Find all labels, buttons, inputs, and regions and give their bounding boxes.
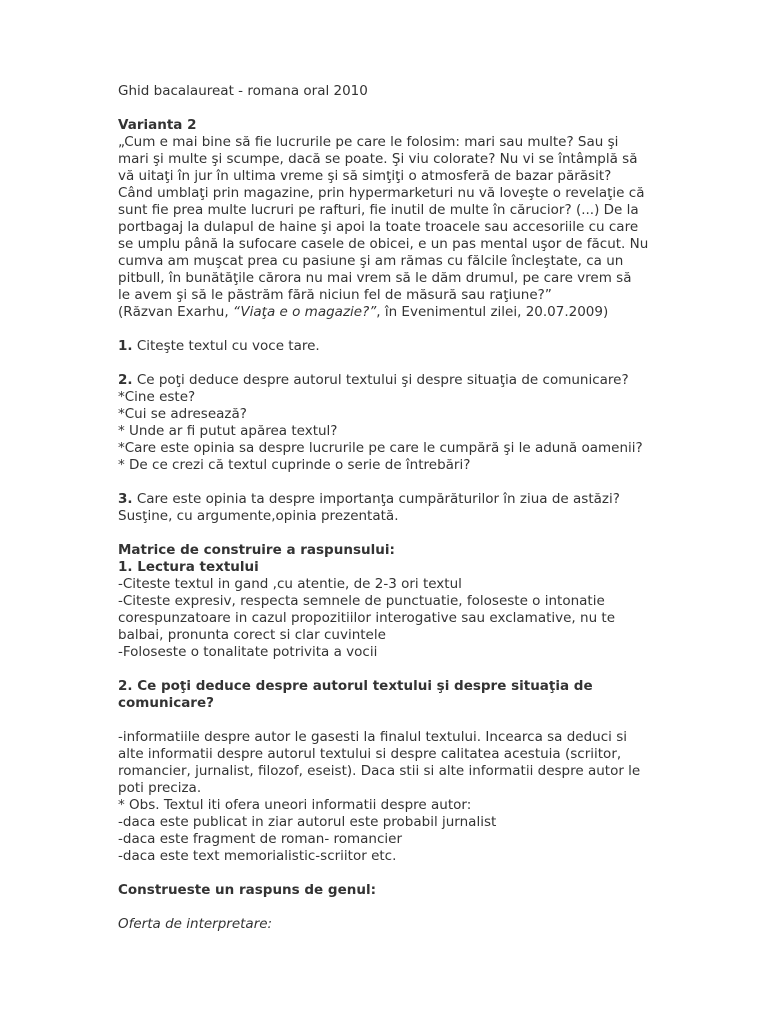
instruction-line: -daca este publicat in ziar autorul este probabil jurnalist <box>118 814 497 830</box>
question-2 <box>118 372 758 389</box>
quote-line: Când umblaţi prin magazine, prin hypermarketuri nu vă loveşte o revelaţie că <box>118 185 645 201</box>
quote-paragraph <box>118 134 758 304</box>
quote-source <box>118 304 758 321</box>
quote-line: sunt fie prea multe lucruri pe rafturi, fie inutil de multe în cărucior? (...) De la <box>118 202 639 218</box>
sub-question: * Unde ar fi putut apărea textul? <box>118 423 338 439</box>
instruction-line: corespunzatoare in cazul propozitiilor interogative sau exclamative, nu te <box>118 610 616 626</box>
quote-line: se umplu până la sufocare casele de obicei, e un pas mental uşor de făcut. Nu <box>118 236 649 252</box>
spacer <box>118 100 758 117</box>
question-number: 1. <box>118 338 133 354</box>
spacer <box>118 525 758 542</box>
sub-question: *Cine este? <box>118 389 196 405</box>
instruction-line: * Obs. Textul iti ofera uneori informatii despre autor: <box>118 797 472 813</box>
spacer <box>118 355 758 372</box>
quote-line: cumva am muşcat prea cu pasiune şi am rămas cu fălcile încleştate, ca un <box>118 253 624 269</box>
quote-line: mari şi multe şi scumpe, dacă se poate. Şi viu colorate? Nu vi se întâmplă să <box>118 151 638 167</box>
question-text: Care este opinia ta despre importanţa cumpărăturilor în ziua de astăzi? <box>132 491 620 507</box>
document-page <box>118 83 758 933</box>
section-2-heading: 2. Ce poţi deduce despre autorul textului şi despre situaţia de <box>118 678 593 694</box>
instruction-line: romancier, jurnalist, filozof, eseist). Daca stii si alte informatii despre autor le <box>118 763 641 779</box>
instruction-line: -Citeste expresiv, respecta semnele de punctuatie, foloseste o intonatie <box>118 593 605 609</box>
question-number: 3. <box>118 491 133 507</box>
question-text: Citeşte textul cu voce tare. <box>132 338 320 354</box>
quote-line: „Cum e mai bine să fie lucrurile pe care le folosim: mari sau multe? Sau şi <box>118 134 619 150</box>
section-2-heading: comunicare? <box>118 695 214 711</box>
document-title: Ghid bacalaureat - romana oral 2010 <box>118 83 368 99</box>
quote-line: pitbull, în bunătăţile cărora nu mai vrem să le dăm drumul, pe care vrem să <box>118 270 632 286</box>
question-1 <box>118 338 758 355</box>
question-3-continuation: Susţine, cu argumente,opinia prezentată. <box>118 508 399 524</box>
instruction-line: balbai, pronunta corect si clar cuvintele <box>118 627 386 643</box>
instruction-line: -informatiile despre autor le gasesti la finalul textului. Incearca sa deduci si <box>118 729 627 745</box>
section-1-heading: 1. Lectura textului <box>118 559 259 575</box>
instruction-line: -daca este fragment de roman- romancier <box>118 831 403 847</box>
construct-heading: Construeste un raspuns de genul: <box>118 882 376 898</box>
spacer <box>118 321 758 338</box>
matrix-heading: Matrice de construire a raspunsului: <box>118 542 395 558</box>
spacer <box>118 474 758 491</box>
instruction-line: -daca este text memorialistic-scriitor etc. <box>118 848 397 864</box>
sub-question: * De ce crezi că textul cuprinde o serie de întrebări? <box>118 457 471 473</box>
spacer <box>118 712 758 729</box>
source-suffix: , în Evenimentul zilei, 20.07.2009) <box>376 304 609 320</box>
variant-heading: Varianta 2 <box>118 117 197 133</box>
instruction-line: -Foloseste o tonalitate potrivita a vocii <box>118 644 378 660</box>
spacer <box>118 865 758 882</box>
offer-label: Oferta de interpretare: <box>118 916 273 932</box>
question-text: Ce poţi deduce despre autorul textului şi despre situaţia de comunicare? <box>132 372 629 388</box>
quote-line: vă uitaţi în jur în ultima vreme şi să simţiţi o atmosferă de bazar părăsit? <box>118 168 612 184</box>
instruction-line: alte informatii despre autorul textului si despre calitatea acestuia (scriitor, <box>118 746 622 762</box>
source-title: “Viaţa e o magazie?” <box>232 304 377 320</box>
instruction-line: -Citeste textul in gand ,cu atentie, de 2-3 ori textul <box>118 576 462 592</box>
question-number: 2. <box>118 372 133 388</box>
quote-line: portbagaj la dulapul de haine şi apoi la toate troacele sau accesoriile cu care <box>118 219 639 235</box>
instruction-line: poti preciza. <box>118 780 202 796</box>
spacer <box>118 899 758 916</box>
quote-line: le avem şi să le păstrăm fără niciun fel de măsură sau raţiune?” <box>118 287 552 303</box>
source-prefix: (Răzvan Exarhu, <box>118 304 233 320</box>
sub-question: *Cui se adresează? <box>118 406 247 422</box>
spacer <box>118 661 758 678</box>
sub-question: *Care este opinia sa despre lucrurile pe care le cumpără şi le adună oamenii? <box>118 440 643 456</box>
question-3 <box>118 491 758 508</box>
